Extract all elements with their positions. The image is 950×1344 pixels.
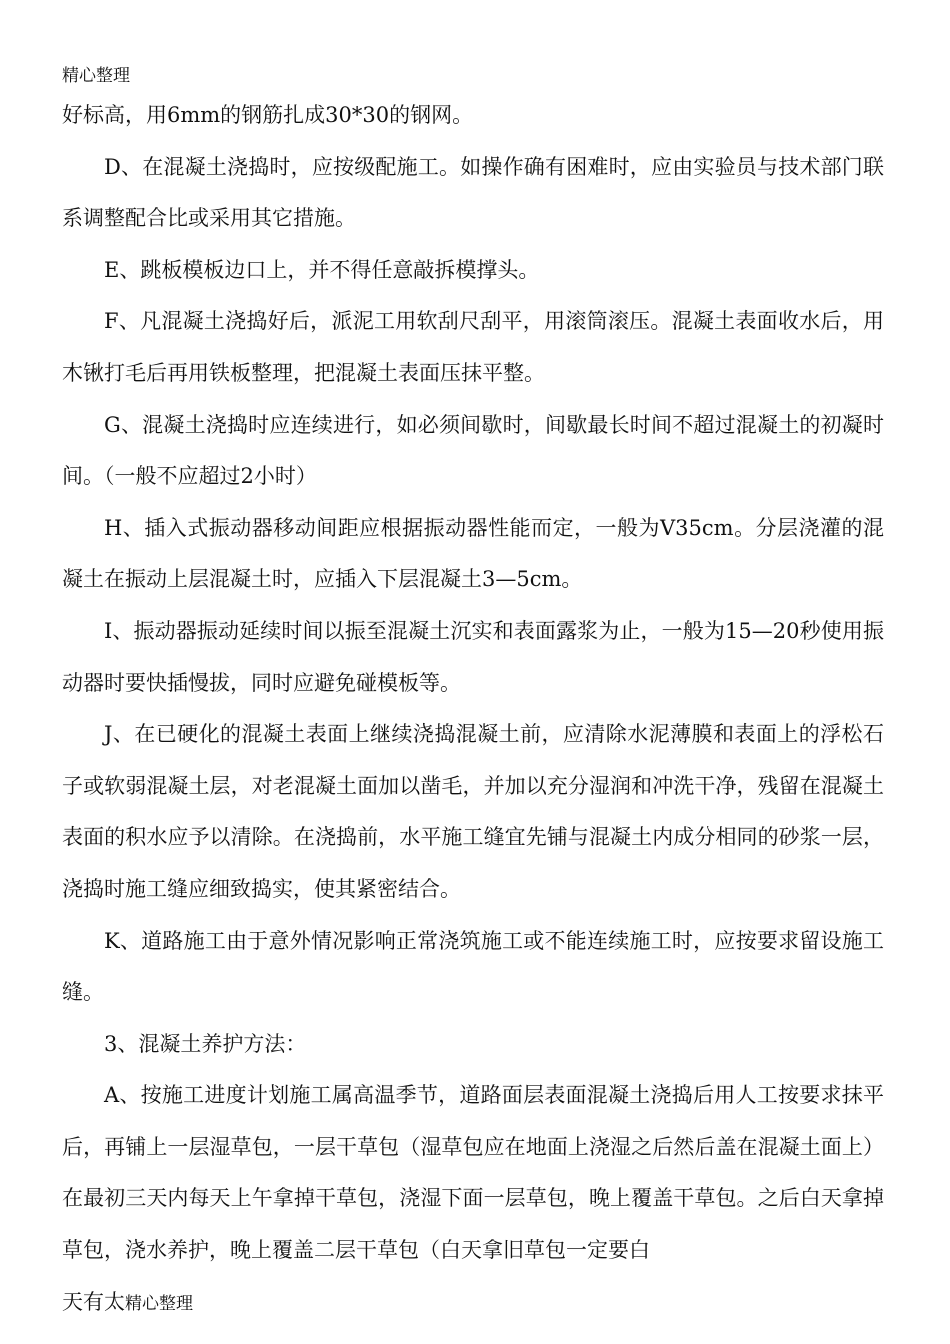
paragraph-continuation: 好标高，用6mm的钢筋扎成30*30的钢网。 (62, 103, 474, 127)
paragraph-a: A、按施工进度计划施工属高温季节，道路面层表面混凝土浇捣后用人工按要求抹平后，再铺上一层湿草包，一层干草包（湿草包应在地面上浇湿之后然后盖在混凝土面上）在最初三天内每天上午拿掉干草包，浇湿下面一层草包，晚上覆盖干草包。之后白天拿掉草包，浇水养护，晚上覆盖二层干草包（白天拿旧草包一定要白 (62, 1083, 884, 1263)
section-heading-curing: 3、混凝土养护方法： (104, 1031, 307, 1056)
paragraph-j: J、在已硬化的混凝土表面上继续浇捣混凝土前，应清除水泥薄膜和表面上的浮松石子或软弱混凝土层，对老混凝土面加以凿毛，并加以充分湿润和冲洗干净，残留在混凝土表面的积水应予以清除。在浇捣前，水平施工缝宜先铺与混凝土内成分相同的砂浆一层，浇捣时施工缝应细致捣实，使其紧密结合。 (62, 722, 884, 901)
paragraph-f: F、凡混凝土浇捣好后，派泥工用软刮尺刮平，用滚筒滚压。混凝土表面收水后，用木锹打毛后再用铁板整理，把混凝土表面压抹平整。 (62, 309, 884, 385)
page-footer (62, 1277, 884, 1331)
page-header: 精心整理 (62, 66, 130, 86)
paragraph-d: D、在混凝土浇捣时，应按级配施工。如操作确有困难时，应由实验员与技术部门联系调整配合比或采用其它措施。 (62, 154, 884, 231)
paragraph-h: H、插入式振动器移动间距应根据振动器性能而定，一般为V35cm。分层浇灌的混凝土在振动上层混凝土时，应插入下层混凝土3—5cm。 (62, 515, 884, 592)
document-body (62, 90, 884, 1330)
footer-mark: 精心整理 (125, 1293, 193, 1314)
paragraph-i: I、振动器振动延续时间以振至混凝土沉实和表面露浆为止，一般为15—20秒使用振动器时要快插慢拔，同时应避免碰模板等。 (62, 618, 884, 695)
footer-lead-text: 天有太 (62, 1289, 125, 1314)
paragraph-k: K、道路施工由于意外情况影响正常浇筑施工或不能连续施工时，应按要求留设施工缝。 (62, 928, 884, 1005)
paragraph-e: E、跳板模板边口上，并不得任意敲拆模撑头。 (104, 257, 540, 282)
paragraph-g: G、混凝土浇捣时应连续进行，如必须间歇时，间歇最长时间不超过混凝土的初凝时间。（一般不应超过2小时） (62, 412, 884, 489)
